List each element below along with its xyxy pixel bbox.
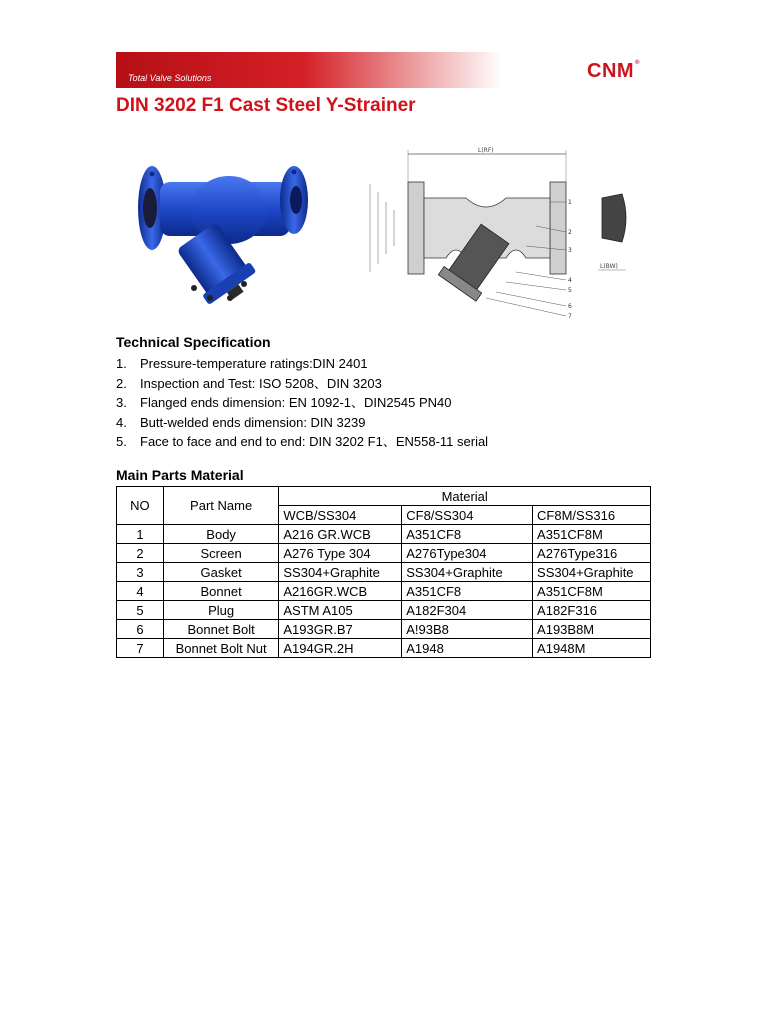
- table-row: [117, 544, 651, 563]
- list-item: [116, 432, 488, 452]
- leader-line: [506, 282, 566, 290]
- list-item: [116, 393, 488, 413]
- page-title: DIN 3202 F1 Cast Steel Y-Strainer: [116, 95, 416, 116]
- brand-logo-text: CNM: [587, 60, 635, 82]
- callout-label: 1: [568, 199, 572, 206]
- cell-material-1: A194GR.2H: [279, 639, 402, 658]
- brand-logo: [587, 60, 640, 83]
- list-item-number: 1.: [116, 356, 127, 371]
- col-header-material-3: CF8M/SS316: [533, 506, 651, 525]
- product-photo: [134, 160, 324, 310]
- tech-spec-heading: Technical Specification: [116, 334, 271, 350]
- registered-mark: ®: [635, 60, 640, 66]
- cell-material-2: A351CF8: [402, 525, 533, 544]
- cell-material-3: SS304+Graphite: [533, 563, 651, 582]
- leader-line: [486, 298, 566, 316]
- cell-material-3: A1948M: [533, 639, 651, 658]
- list-item-number: 5.: [116, 434, 127, 449]
- cell-material-1: A216GR.WCB: [279, 582, 402, 601]
- cell-part-name: Screen: [163, 544, 279, 563]
- cell-material-1: SS304+Graphite: [279, 563, 402, 582]
- list-item-number: 4.: [116, 414, 127, 430]
- cell-material-3: A182F316: [533, 601, 651, 620]
- cell-no: 6: [117, 620, 164, 639]
- left-port: [143, 188, 157, 228]
- list-item-number: 3.: [116, 395, 127, 410]
- tagline: Total Valve Solutions: [128, 73, 212, 83]
- table-row: [117, 639, 651, 658]
- cell-no: 1: [117, 525, 164, 544]
- bolt: [227, 295, 233, 301]
- cell-material-3: A193B8M: [533, 620, 651, 639]
- bolt: [241, 281, 247, 287]
- cell-part-name: Bonnet: [163, 582, 279, 601]
- table-header-row: [117, 487, 651, 506]
- list-item: [116, 413, 488, 433]
- right-flange-section: [550, 182, 566, 274]
- cell-material-2: A!93B8: [402, 620, 533, 639]
- cell-material-3: A351CF8M: [533, 525, 651, 544]
- callout-label: 2: [568, 229, 572, 236]
- flange-bolt-hole: [292, 170, 297, 175]
- cell-material-2: SS304+Graphite: [402, 563, 533, 582]
- list-item-text: Butt-welded ends dimension: DIN 3239: [140, 414, 366, 430]
- cell-no: 7: [117, 639, 164, 658]
- table-row: [117, 525, 651, 544]
- cell-no: 2: [117, 544, 164, 563]
- table-row: [117, 601, 651, 620]
- list-item: [116, 354, 488, 374]
- right-port: [290, 186, 302, 214]
- list-item-text: Pressure-temperature ratings:DIN 2401: [140, 356, 368, 371]
- callout-label: 4: [568, 277, 572, 284]
- cell-material-2: A351CF8: [402, 582, 533, 601]
- flange-bolt-hole: [150, 172, 155, 177]
- col-header-material-1: WCB/SS304: [279, 506, 402, 525]
- header-banner: [116, 52, 652, 88]
- list-item-number: 2.: [116, 375, 127, 391]
- callout-label: 3: [568, 247, 572, 254]
- list-item-text: Flanged ends dimension: EN 1092-1、DIN2545 PN40: [140, 395, 452, 410]
- cell-part-name: Bonnet Bolt: [163, 620, 279, 639]
- callout-label: 7: [568, 313, 572, 320]
- table-row: [117, 620, 651, 639]
- cell-no: 4: [117, 582, 164, 601]
- cell-material-2: A1948: [402, 639, 533, 658]
- col-header-material-2: CF8/SS304: [402, 506, 533, 525]
- list-item-text: Inspection and Test: ISO 5208、DIN 3203: [140, 375, 382, 391]
- col-header-material: Material: [279, 487, 651, 506]
- col-header-no: NO: [117, 487, 164, 525]
- col-header-part-name: Part Name: [163, 487, 279, 525]
- cell-part-name: Body: [163, 525, 279, 544]
- parts-material-table: [116, 486, 651, 658]
- cell-no: 3: [117, 563, 164, 582]
- cell-material-2: A276Type304: [402, 544, 533, 563]
- bolt: [191, 285, 197, 291]
- bolt: [207, 295, 213, 301]
- parts-heading: Main Parts Material: [116, 467, 244, 483]
- leader-line: [496, 292, 566, 306]
- technical-drawing: [356, 142, 656, 322]
- cell-material-1: A193GR.B7: [279, 620, 402, 639]
- table-row: [117, 563, 651, 582]
- cell-part-name: Bonnet Bolt Nut: [163, 639, 279, 658]
- callout-label: 5: [568, 287, 572, 294]
- cell-part-name: Plug: [163, 601, 279, 620]
- table-row: [117, 582, 651, 601]
- cell-part-name: Gasket: [163, 563, 279, 582]
- cell-material-1: A276 Type 304: [279, 544, 402, 563]
- cell-material-1: A216 GR.WCB: [279, 525, 402, 544]
- cell-material-2: A182F304: [402, 601, 533, 620]
- list-item-text: Face to face and end to end: DIN 3202 F1、EN558-11 serial: [140, 434, 489, 449]
- tech-spec-list: [116, 354, 488, 452]
- cell-no: 5: [117, 601, 164, 620]
- dimension-label-bw: L(BW): [600, 263, 618, 270]
- list-item: [116, 374, 488, 394]
- butt-weld-end-detail: [602, 194, 626, 242]
- cell-material-3: A351CF8M: [533, 582, 651, 601]
- dimension-label-rf: L(RF): [478, 147, 494, 154]
- cell-material-3: A276Type316: [533, 544, 651, 563]
- callout-label: 6: [568, 303, 572, 310]
- cell-material-1: ASTM A105: [279, 601, 402, 620]
- left-flange-section: [408, 182, 424, 274]
